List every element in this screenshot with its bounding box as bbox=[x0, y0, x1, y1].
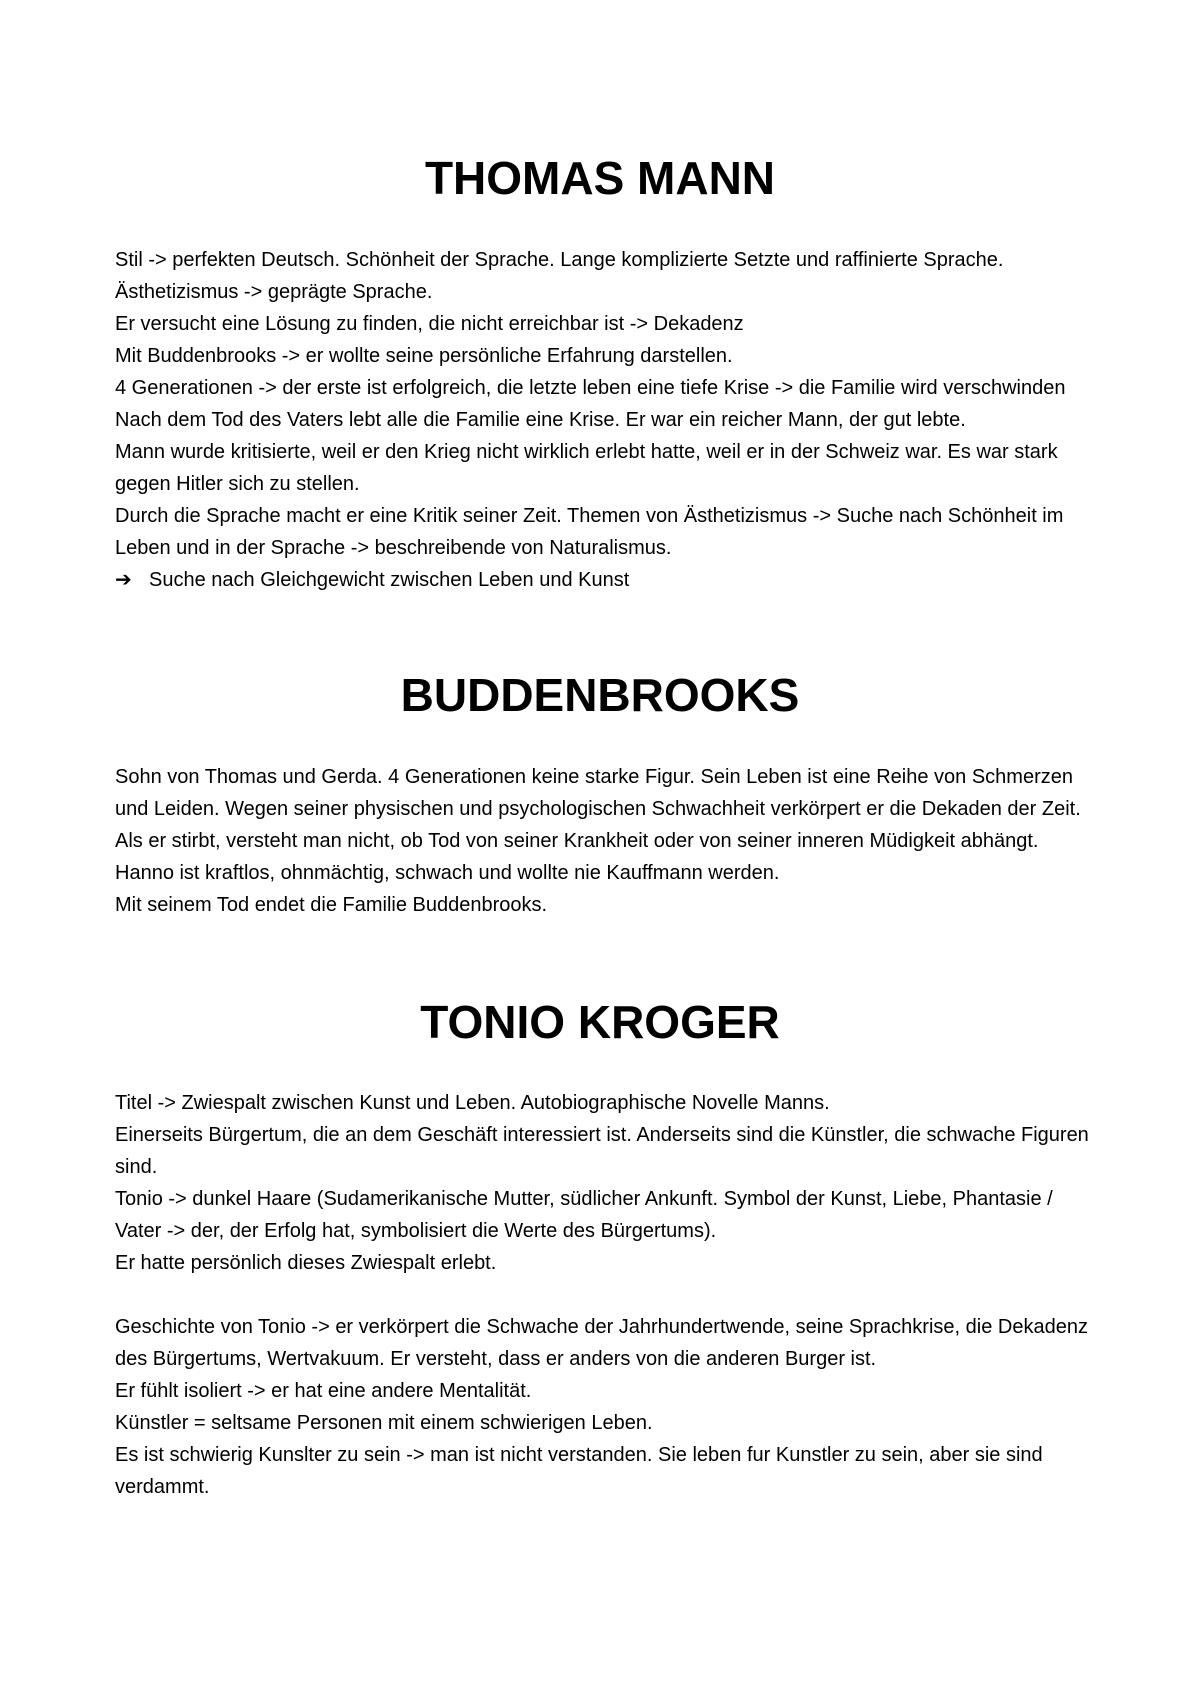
paragraph-line: Mit seinem Tod endet die Familie Buddenbrooks. bbox=[115, 894, 548, 916]
paragraph-line: 4 Generationen -> der erste ist erfolgreich, die letzte leben eine tiefe Krise -> die Familie wird verschwinden bbox=[115, 377, 1066, 399]
section-buddenbrooks-body bbox=[115, 761, 1100, 921]
paragraph-line: Er hatte persönlich dieses Zwiespalt erlebt. bbox=[115, 1252, 497, 1274]
paragraph-line: Geschichte von Tonio -> er verkörpert die Schwache der Jahrhundertwende, seine Sprachkrise, die Dekadenz des Bürgertums, Wertvakuum. Er versteht, dass er anders von die anderen Burger ist. bbox=[115, 1316, 1088, 1370]
heading-thomas-mann: THOMAS MANN bbox=[424, 152, 776, 204]
paragraph-line: Stil -> perfekten Deutsch. Schönheit der Sprache. Lange komplizierte Setzte und raffinierte Sprache. Ästhetizismus -> geprägte Sprache. bbox=[115, 249, 1004, 303]
paragraph-line: Tonio -> dunkel Haare (Sudamerikanische Mutter, südlicher Ankunft. Symbol der Kunst, Liebe, Phantasie / Vater -> der, der Erfolg hat, symbolisiert die Werte des Bürgertums). bbox=[115, 1188, 1053, 1242]
paragraph-line: Titel -> Zwiespalt zwischen Kunst und Leben. Autobiographische Novelle Manns. bbox=[115, 1092, 830, 1114]
heading-buddenbrooks: BUDDENBROOKS bbox=[400, 669, 800, 721]
paragraph-line: Als er stirbt, versteht man nicht, ob Tod von seiner Krankheit oder von seiner inneren Müdigkeit abhängt. Hanno ist kraftlos, ohnmächtig, schwach und wollte nie Kauffmann werden. bbox=[115, 830, 1039, 884]
section-tonio-kroger-body-1 bbox=[115, 1087, 1100, 1279]
section-thomas-mann-body bbox=[115, 244, 1100, 596]
paragraph-line: Künstler = seltsame Personen mit einem schwierigen Leben. bbox=[115, 1412, 653, 1434]
paragraph-line: Er fühlt isoliert -> er hat eine andere Mentalität. bbox=[115, 1380, 532, 1402]
paragraph-line: Mit Buddenbrooks -> er wollte seine persönliche Erfahrung darstellen. bbox=[115, 345, 733, 367]
paragraph-line: Einerseits Bürgertum, die an dem Geschäft interessiert ist. Anderseits sind die Künstler, die schwache Figuren sind. bbox=[115, 1124, 1089, 1178]
arrow-right-icon: ➔ bbox=[115, 569, 132, 591]
section-tonio-kroger-body-2 bbox=[115, 1311, 1100, 1503]
heading-tonio-kroger: TONIO KROGER bbox=[420, 996, 780, 1048]
bullet-text: Suche nach Gleichgewicht zwischen Leben und Kunst bbox=[149, 569, 630, 591]
paragraph-line: Durch die Sprache macht er eine Kritik seiner Zeit. Themen von Ästhetizismus -> Suche nach Schönheit im Leben und in der Sprache -> beschreibende von Naturalismus. bbox=[115, 505, 1064, 559]
paragraph-line: Nach dem Tod des Vaters lebt alle die Familie eine Krise. Er war ein reicher Mann, der gut lebte. bbox=[115, 409, 966, 431]
paragraph-line: Es ist schwierig Kunslter zu sein -> man ist nicht verstanden. Sie leben fur Kunstler zu sein, aber sie sind verdammt. bbox=[115, 1444, 1043, 1498]
arrow-bullet-item bbox=[115, 564, 1100, 596]
paragraph-line: Er versucht eine Lösung zu finden, die nicht erreichbar ist -> Dekadenz bbox=[115, 313, 744, 335]
paragraph-line: Mann wurde kritisierte, weil er den Krieg nicht wirklich erlebt hatte, weil er in der Schweiz war. Es war stark gegen Hitler sich zu stellen. bbox=[115, 441, 1058, 495]
paragraph-line: Sohn von Thomas und Gerda. 4 Generationen keine starke Figur. Sein Leben ist eine Reihe von Schmerzen und Leiden. Wegen seiner physischen und psychologischen Schwachheit verkörpert er die Dekaden der Zeit. bbox=[115, 766, 1081, 820]
